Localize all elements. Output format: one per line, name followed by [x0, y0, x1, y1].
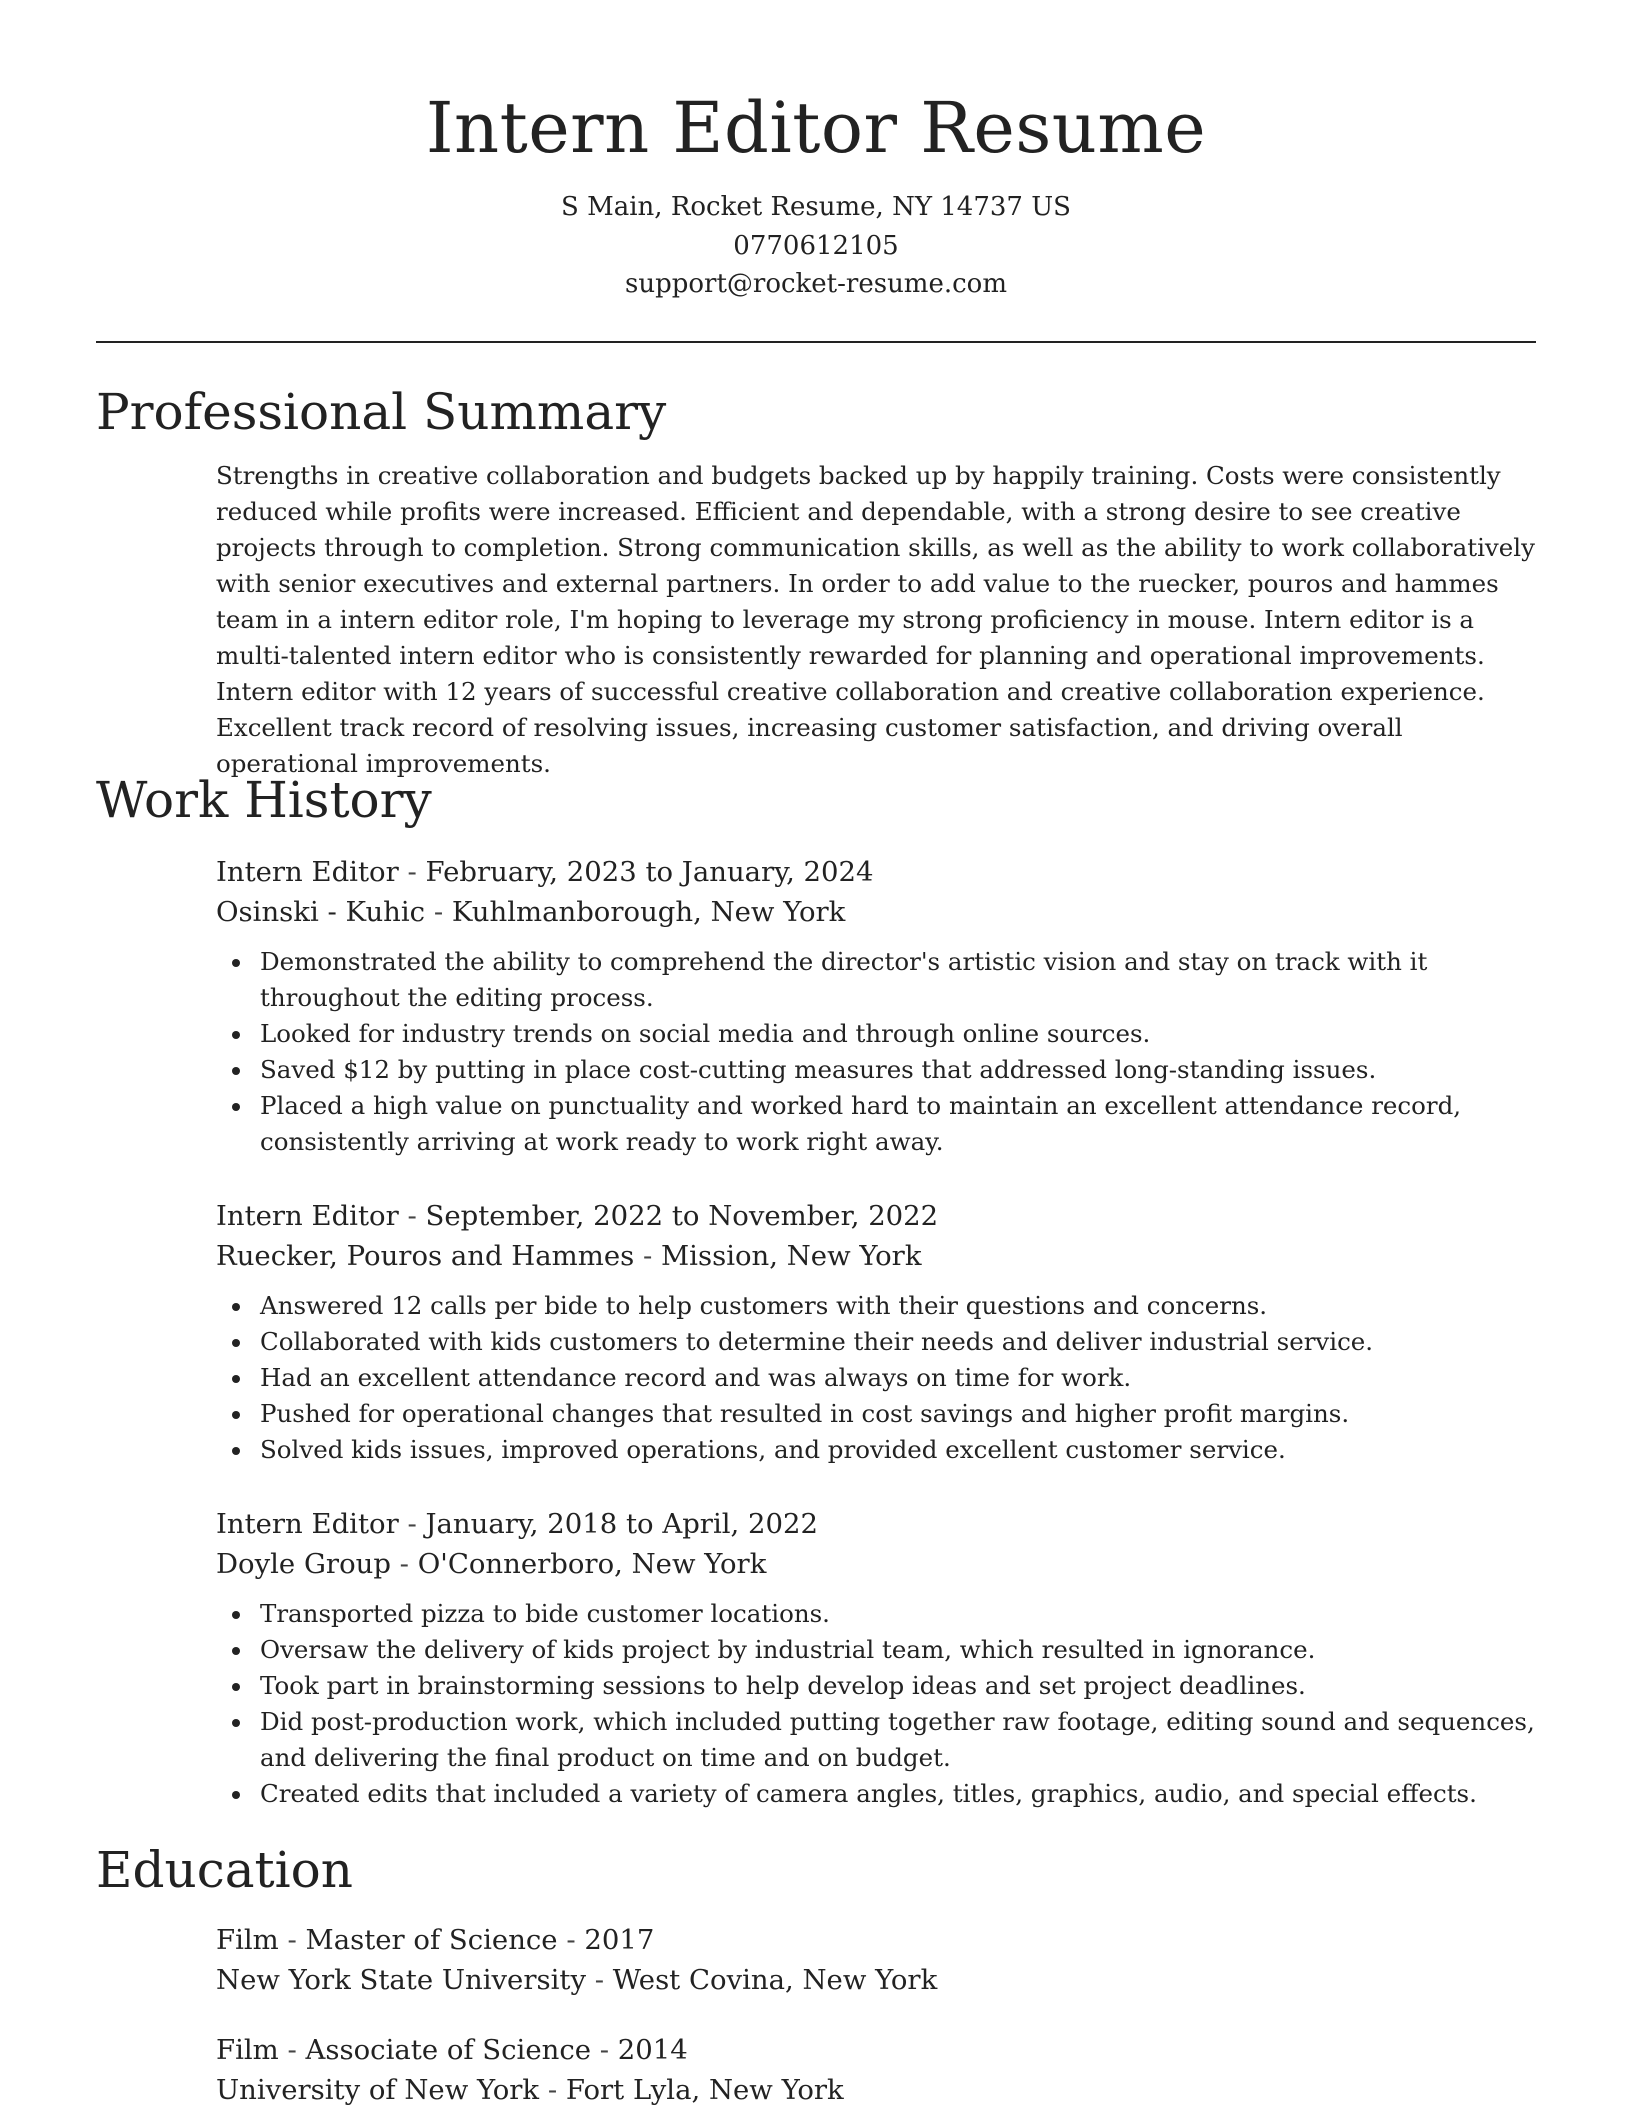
bullet-text: Did post-production work, which included putting together raw footage, editing sound and sequences, and delivering the final product on time and on budget. — [260, 1707, 1535, 1772]
job-company: Doyle Group — [216, 1548, 391, 1580]
bullet-item — [260, 1324, 1536, 1360]
degree-field: Film — [216, 2034, 279, 2066]
degree-line — [216, 1920, 1536, 1960]
job-location: Mission, New York — [661, 1240, 922, 1272]
bullet-dot-icon — [232, 959, 240, 967]
email-text: support@rocket-resume.com — [624, 269, 1007, 299]
bullet-dot-icon — [232, 1447, 240, 1455]
job-title-line — [216, 852, 1536, 892]
bullet-item — [260, 1704, 1536, 1776]
bullet-text: Had an excellent attendance record and was always on time for work. — [260, 1363, 1132, 1392]
bullet-text: Pushed for operational changes that resulted in cost savings and higher profit margins. — [260, 1399, 1350, 1428]
bullet-text: Took part in brainstorming sessions to help develop ideas and set project deadlines. — [260, 1671, 1306, 1700]
bullet-dot-icon — [232, 1339, 240, 1347]
job-title: Intern Editor — [216, 856, 399, 888]
bullet-item — [260, 1088, 1536, 1160]
job-dates: September, 2022 to November, 2022 — [425, 1200, 939, 1232]
separator: - — [557, 1924, 585, 1956]
education-entry-1 — [216, 1920, 1536, 2000]
job-company: Osinski - Kuhic — [216, 896, 426, 928]
school-line — [216, 2070, 1536, 2110]
header-divider — [96, 341, 1536, 343]
resume-header — [96, 80, 1536, 304]
summary-text: Strengths in creative collaboration and budgets backed up by happily training. Costs were consistently reduced while profits were increased. Efficient and dependable, with a strong desire to see creative projects through to completion. Strong communication skills, as well as the ability to work collaboratively with senior executives and external partners. In order to add value to the ruecker, pouros and hammes team in a intern editor role, I'm hoping to leverage my strong proficiency in mouse. Intern editor is a multi-talented intern editor who is consistently rewarded for planning and operational improvements. Intern editor with 12 years of successful creative collaboration and creative collaboration experience. Excellent track record of resolving issues, increasing customer satisfaction, and driving overall operational improvements. — [216, 461, 1535, 778]
separator: - — [425, 896, 452, 928]
job-dates: February, 2023 to January, 2024 — [425, 856, 874, 888]
bullet-dot-icon — [232, 1411, 240, 1419]
bullet-item — [260, 1288, 1536, 1324]
job-bullets — [216, 1596, 1536, 1812]
degree-year: 2014 — [617, 2034, 688, 2066]
bullet-text: Saved $12 by putting in place cost-cutting measures that addressed long-standing issues. — [260, 1055, 1377, 1084]
education-heading: Education — [96, 1841, 353, 1899]
bullet-dot-icon — [232, 1611, 240, 1619]
degree-field: Film — [216, 1924, 279, 1956]
separator: - — [591, 2034, 618, 2066]
job-bullets — [216, 1288, 1536, 1468]
job-entry-1 — [216, 852, 1536, 1160]
bullet-text: Looked for industry trends on social media and through online sources. — [260, 1019, 1151, 1048]
bullet-text: Placed a high value on punctuality and worked hard to maintain an excellent attendance record, consistently arriving at work ready to work right away. — [260, 1091, 1462, 1156]
work-history-heading: Work History — [96, 771, 432, 829]
school-location: West Covina, New York — [612, 1964, 938, 1996]
bullet-item — [260, 1396, 1536, 1432]
bullet-item — [260, 944, 1536, 1016]
bullet-item — [260, 1360, 1536, 1396]
job-location: Kuhlmanborough, New York — [451, 896, 846, 928]
school-line — [216, 1960, 1536, 2000]
resume-title: Intern Editor Resume — [425, 87, 1207, 169]
bullet-dot-icon — [232, 1791, 240, 1799]
separator: - — [278, 1924, 306, 1956]
bullet-text: Created edits that included a variety of camera angles, titles, graphics, audio, and special effects. — [260, 1779, 1477, 1808]
bullet-text: Oversaw the delivery of kids project by industrial team, which resulted in ignorance. — [260, 1635, 1316, 1664]
bullet-item — [260, 1432, 1536, 1468]
bullet-dot-icon — [232, 1031, 240, 1039]
job-company-line — [216, 892, 1536, 932]
job-entry-3 — [216, 1504, 1536, 1812]
job-title: Intern Editor — [216, 1508, 399, 1540]
job-title: Intern Editor — [216, 1200, 399, 1232]
bullet-dot-icon — [232, 1647, 240, 1655]
degree-name: Associate of Science — [305, 2034, 592, 2066]
job-entry-2 — [216, 1196, 1536, 1468]
separator: - — [539, 2074, 566, 2106]
summary-block — [216, 458, 1536, 782]
separator: - — [390, 1548, 418, 1580]
job-title-line — [216, 1504, 1536, 1544]
separator: - — [398, 856, 426, 888]
bullet-item — [260, 1632, 1536, 1668]
bullet-text: Collaborated with kids customers to determine their needs and deliver industrial service. — [260, 1327, 1374, 1356]
bullet-dot-icon — [232, 1303, 240, 1311]
bullet-text: Transported pizza to bide customer locations. — [260, 1599, 830, 1628]
bullet-item — [260, 1596, 1536, 1632]
separator: - — [585, 1964, 613, 1996]
bullet-dot-icon — [232, 1683, 240, 1691]
job-location: O'Connerboro, New York — [417, 1548, 767, 1580]
job-dates: January, 2018 to April, 2022 — [425, 1508, 819, 1540]
bullet-text: Answered 12 calls per bide to help customers with their questions and concerns. — [260, 1291, 1268, 1320]
bullet-dot-icon — [232, 1719, 240, 1727]
job-bullets — [216, 944, 1536, 1160]
contact-block — [96, 188, 1536, 304]
bullet-item — [260, 1052, 1536, 1088]
job-company: Ruecker, Pouros and Hammes — [216, 1240, 635, 1272]
address-text: S Main, Rocket Resume, NY 14737 US — [561, 192, 1071, 222]
degree-year: 2017 — [584, 1924, 655, 1956]
job-company-line — [216, 1544, 1536, 1584]
job-title-line — [216, 1196, 1536, 1236]
bullet-dot-icon — [232, 1375, 240, 1383]
bullet-item — [260, 1776, 1536, 1812]
bullet-text: Solved kids issues, improved operations, and provided excellent customer service. — [260, 1435, 1286, 1464]
school-location: Fort Lyla, New York — [565, 2074, 844, 2106]
bullet-item — [260, 1668, 1536, 1704]
job-company-line — [216, 1236, 1536, 1276]
separator: - — [634, 1240, 662, 1272]
bullet-item — [260, 1016, 1536, 1052]
bullet-dot-icon — [232, 1067, 240, 1075]
separator: - — [398, 1508, 426, 1540]
summary-heading: Professional Summary — [96, 383, 667, 441]
bullet-dot-icon — [232, 1103, 240, 1111]
degree-line — [216, 2030, 1536, 2070]
separator: - — [398, 1200, 426, 1232]
bullet-text: Demonstrated the ability to comprehend the director's artistic vision and stay on track with it throughout the editing process. — [260, 947, 1428, 1012]
school-name: University of New York — [216, 2074, 540, 2106]
school-name: New York State University — [216, 1964, 586, 1996]
phone-text: 0770612105 — [733, 230, 899, 261]
degree-name: Master of Science — [305, 1924, 558, 1956]
education-entry-2 — [216, 2030, 1536, 2110]
separator: - — [278, 2034, 306, 2066]
